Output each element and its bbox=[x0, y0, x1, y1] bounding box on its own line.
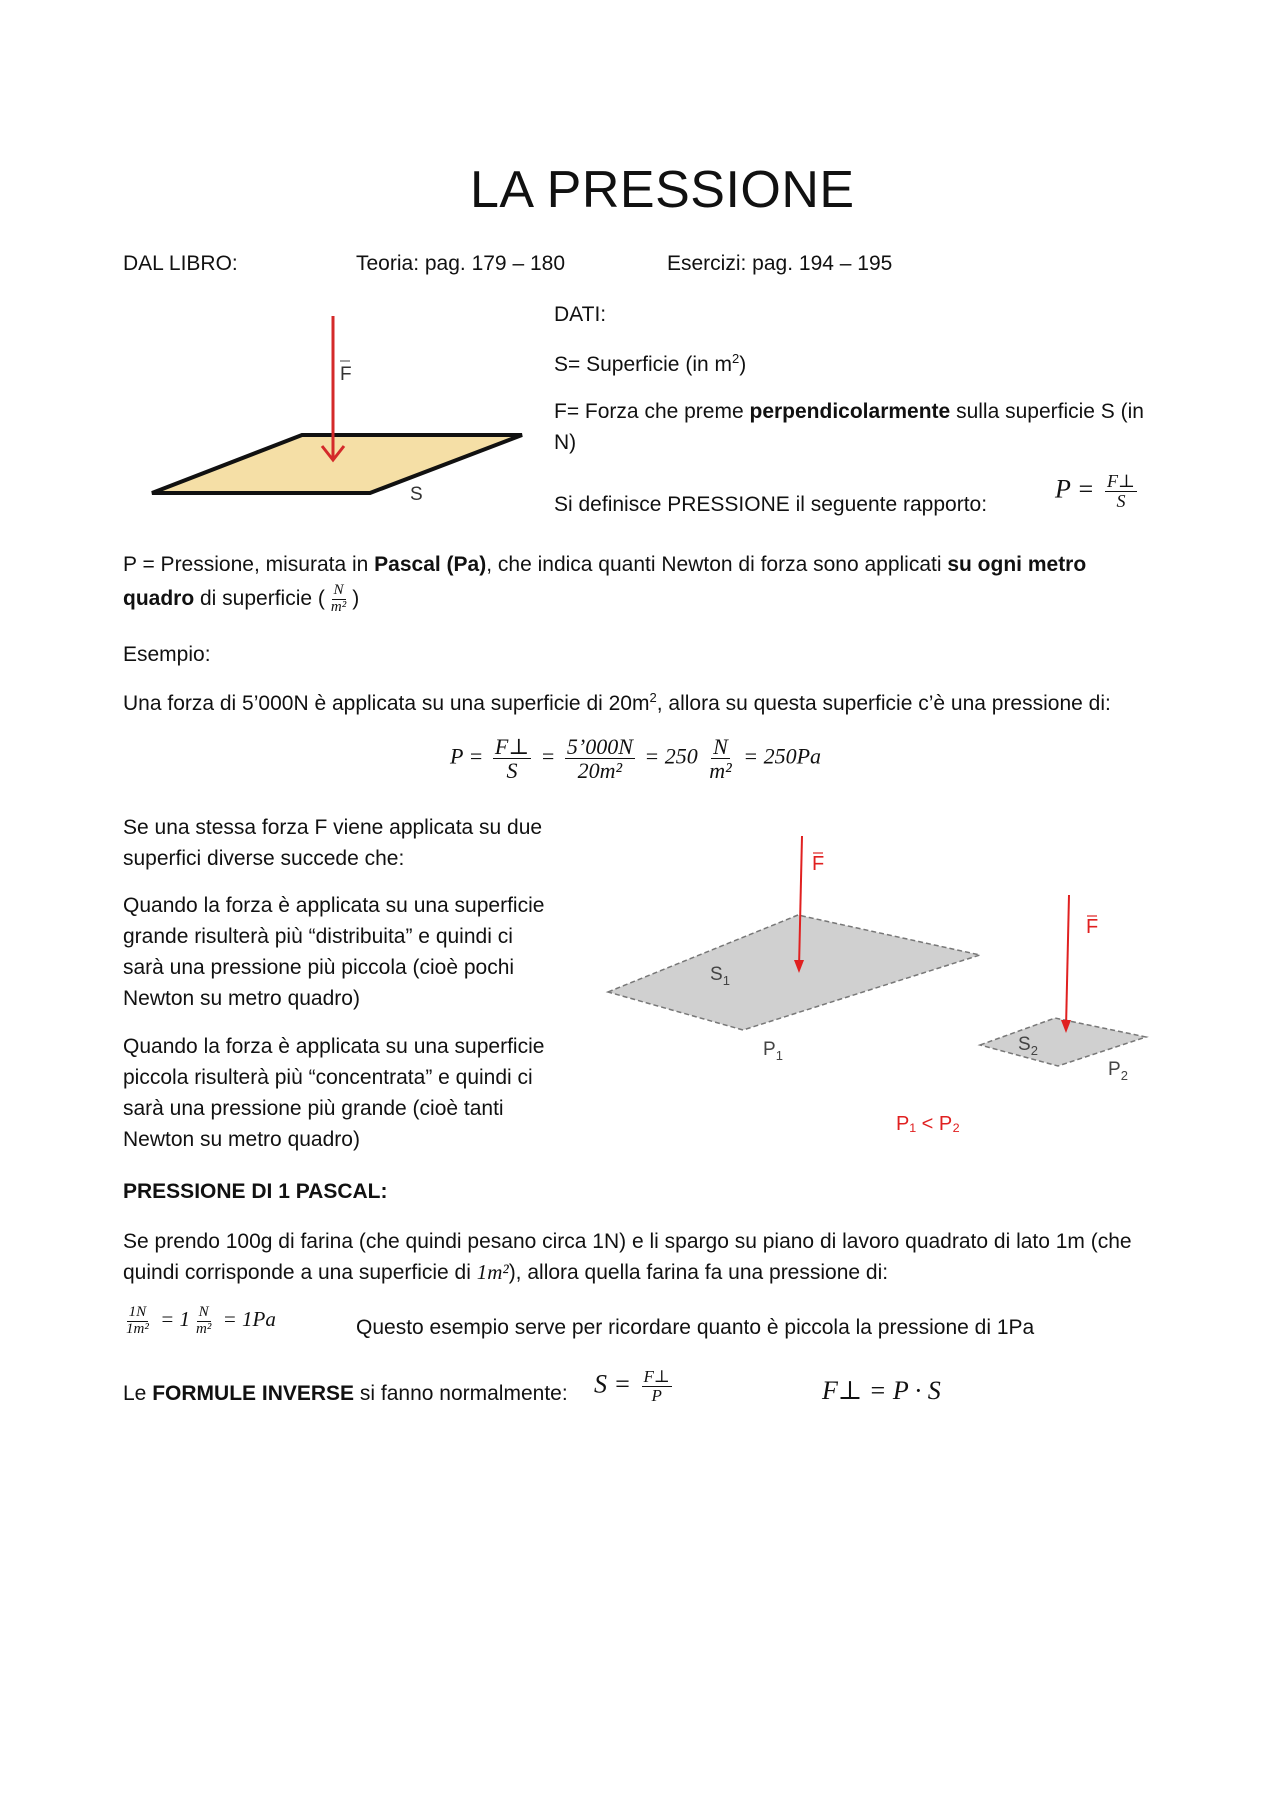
inverse-formulas-text: Le FORMULE INVERSE si fanno normalmente: bbox=[123, 1382, 568, 1405]
pressure-definition: Si definisce PRESSIONE il seguente rapporto: bbox=[554, 493, 988, 516]
dati-heading: DATI: bbox=[554, 303, 607, 326]
force-arrow-small bbox=[1066, 895, 1069, 1028]
example-equation: P = $\frac{F\perp}{S}$ = $\frac{5’000N}{\text{20m²}}$ = 250 $\frac{N}{\text{m²}}$ = 250Pa bbox=[450, 734, 822, 784]
comparison-small-surface: Quando la forza è applicata su una superficie piccola risulterà più “concentrata” e quindi ci sarà una pressione più grande (cioè tanti Newton su metro quadro) bbox=[123, 1035, 545, 1151]
two-surfaces-figure bbox=[600, 820, 1160, 1150]
example-text: Una forza di 5’000N è applicata su una superficie di $20m^2$, allora su questa superficie c’è una pressione di: bbox=[123, 690, 1111, 715]
s2-label: $S_2$ bbox=[1018, 1034, 1038, 1058]
force-label-small: F bbox=[1086, 916, 1099, 938]
p2-label: $P_2$ bbox=[1108, 1059, 1128, 1083]
pascal-heading: PRESSIONE DI 1 PASCAL: bbox=[123, 1180, 388, 1203]
force-definition: F= Forza che preme perpendicolarmente sulla superficie S (in N) bbox=[554, 400, 1144, 454]
force-label-large: F bbox=[812, 853, 825, 875]
s1-label: $S_1$ bbox=[710, 964, 730, 988]
surface-label: S bbox=[410, 484, 423, 505]
comparison-intro: Se una stessa forza F viene applicata su due superfici diverse succede che: bbox=[123, 816, 543, 870]
large-surface bbox=[608, 915, 980, 1030]
pascal-note: Questo esempio serve per ricordare quanto è piccola la pressione di 1Pa bbox=[356, 1316, 1035, 1339]
page-title: LA PRESSIONE bbox=[470, 161, 855, 219]
surface-parallelogram bbox=[152, 435, 522, 493]
pascal-text: Se prendo 100g di farina (che quindi pesano circa 1N) e li spargo su piano di lavoro quadrato di lato 1m (che quindi corrisponde a una superficie di 1m²), allora quella farina fa una pressione di: bbox=[123, 1230, 1132, 1284]
force-surface-figure bbox=[140, 310, 540, 510]
force-label: F bbox=[340, 364, 352, 385]
p1-label: $P_1$ bbox=[763, 1039, 783, 1063]
exercise-pages: Esercizi: pag. 194 – 195 bbox=[667, 252, 893, 275]
pascal-equation: $\frac{1N}{\text{1m²}}$ = 1 $\frac{N}{\text{m²}}$ = 1Pa bbox=[126, 1304, 276, 1337]
pressure-description: P = Pressione, misurata in Pascal (Pa), che indica quanti Newton di forza sono applicati su ogni metro quadro di superficie ( $\frac{N}{\text{m²}}$ ) bbox=[123, 553, 1087, 615]
pressure-formula: P = $\frac{F\perp}{S}$ bbox=[1055, 471, 1135, 511]
surface-definition: S= Superficie (in $m^2$) bbox=[554, 351, 747, 376]
comparison-large-surface: Quando la forza è applicata su una superficie grande risulterà più “distribuita” e quindi ci sarà una pressione più piccola (cioè pochi Newton su metro quadro) bbox=[123, 894, 545, 1010]
inverse-formula-surface: S = $\frac{F\perp}{P}$ bbox=[594, 1367, 670, 1405]
pressure-relation: P₁ < P₂ bbox=[896, 1113, 960, 1135]
book-label: DAL LIBRO: bbox=[123, 252, 238, 275]
example-heading: Esempio: bbox=[123, 643, 211, 666]
inverse-formula-force: F⊥ = P · S bbox=[822, 1376, 941, 1405]
theory-pages: Teoria: pag. 179 – 180 bbox=[356, 252, 565, 275]
